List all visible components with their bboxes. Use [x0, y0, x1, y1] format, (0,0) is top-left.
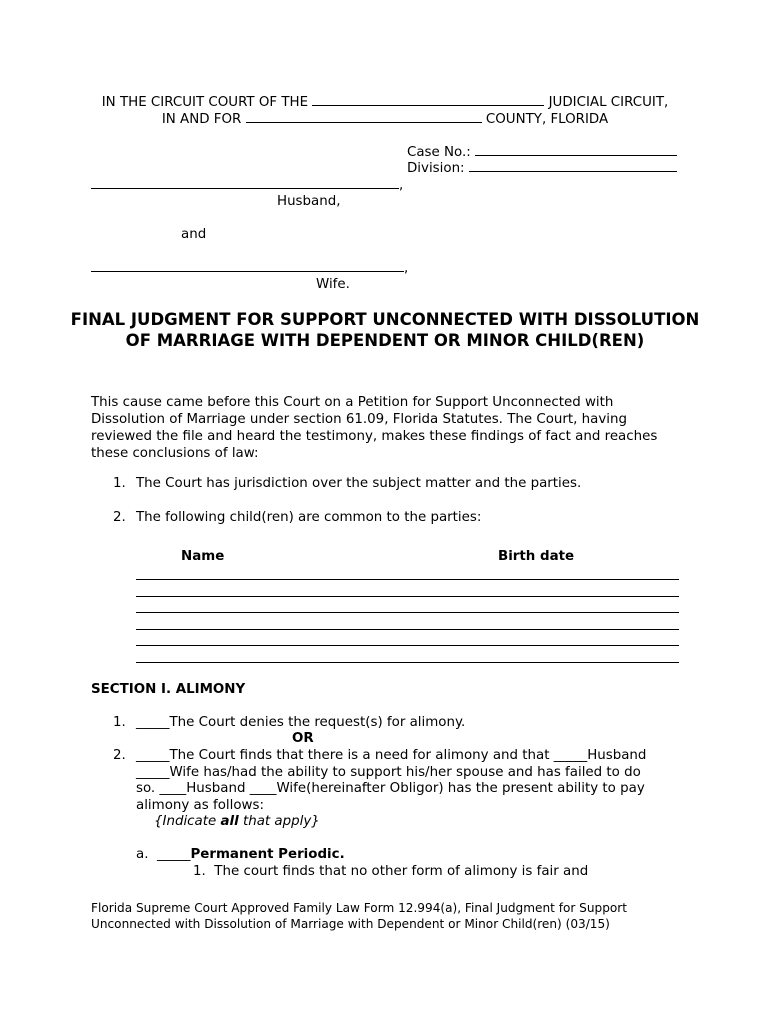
- court-suffix: JUDICIAL CIRCUIT,: [548, 95, 669, 110]
- permanent-periodic-title: Permanent Periodic.: [190, 847, 345, 862]
- intro-paragraph: This cause came before this Court on a Petition for Support Unconnected with Dissolution of Marriage under section 61.09, Florida Statutes. The Court, having reviewed the file and heard the testimony, makes these findings of fact and reaches these conclusions of law:: [91, 395, 658, 461]
- county-prefix: IN AND FOR: [161, 112, 242, 127]
- footer-line-2: Unconnected with Dissolution of Marriage with Dependent or Minor Child(ren) (03/15): [91, 916, 610, 931]
- child-entry-line[interactable]: [136, 596, 679, 597]
- form-footer: [91, 901, 711, 932]
- alimony-item-2-line-2[interactable]: _____Wife has/had the ability to support his/her spouse and has failed to do: [136, 765, 641, 780]
- husband-name-line: [91, 177, 403, 194]
- child-entry-line[interactable]: [136, 612, 679, 613]
- husband-label: Husband,: [277, 194, 341, 209]
- or-label: OR: [292, 731, 314, 746]
- sub-a1-text: The court finds that no other form of alimony is fair and: [214, 864, 589, 879]
- court-line-2: [0, 111, 770, 128]
- alimony-denied-checkbox[interactable]: _____: [136, 715, 170, 730]
- husband-name-blank[interactable]: [91, 177, 399, 189]
- division-blank[interactable]: [469, 160, 677, 172]
- child-entry-line[interactable]: [136, 645, 679, 646]
- county-suffix: COUNTY, FLORIDA: [485, 112, 609, 127]
- court-line-1: [0, 94, 770, 111]
- finding-2-text: The following child(ren) are common to the parties:: [136, 510, 482, 525]
- comma: ,: [399, 178, 404, 193]
- alimony-item-1-text: The Court denies the request(s) for alimony.: [169, 715, 466, 730]
- indicate-pre: {Indicate: [154, 814, 221, 829]
- sub-a1-num: 1.: [193, 864, 206, 879]
- wife-name-line: [91, 260, 408, 277]
- case-no-blank[interactable]: [475, 144, 677, 156]
- alimony-sub-a: [136, 847, 345, 863]
- comma: ,: [404, 261, 409, 276]
- court-prefix: IN THE CIRCUIT COURT OF THE: [101, 95, 309, 110]
- document-title: FINAL JUDGMENT FOR SUPPORT UNCONNECTED WITH DISSOLUTION OF MARRIAGE WITH DEPENDENT OR MINOR CHILD(REN): [70, 310, 700, 350]
- alimony-item-1: [136, 715, 465, 731]
- finding-1-text: The Court has jurisdiction over the subject matter and the parties.: [136, 476, 582, 491]
- case-no-line: [407, 144, 677, 161]
- children-name-header: Name: [181, 549, 225, 564]
- child-entry-line[interactable]: [136, 629, 679, 630]
- permanent-periodic-checkbox[interactable]: _____: [156, 847, 191, 862]
- alimony-item-1-num: 1.: [113, 715, 126, 730]
- and-label: and: [181, 227, 207, 242]
- alimony-item-2-line-4: alimony as follows:: [136, 798, 264, 813]
- indicate-all: all: [220, 814, 239, 829]
- sub-a1-line: [193, 864, 588, 880]
- indicate-post: that apply}: [238, 814, 320, 829]
- division-line: [407, 160, 677, 177]
- children-birthdate-header: Birth date: [498, 549, 575, 564]
- case-no-label: Case No.:: [407, 145, 471, 160]
- finding-2-num: 2.: [113, 510, 126, 525]
- child-entry-line[interactable]: [136, 579, 679, 580]
- circuit-blank[interactable]: [312, 94, 544, 106]
- footer-line-1: Florida Supreme Court Approved Family Law Form 12.994(a), Final Judgment for Support: [91, 901, 627, 915]
- section-1-heading: SECTION I. ALIMONY: [91, 682, 246, 697]
- wife-label: Wife.: [316, 277, 350, 292]
- finding-1-num: 1.: [113, 476, 126, 491]
- alimony-item-2-line-3[interactable]: so. ____Husband ____Wife(hereinafter Obligor) has the present ability to pay: [136, 781, 645, 796]
- division-label: Division:: [407, 161, 465, 176]
- sub-a-label: a.: [136, 847, 149, 862]
- alimony-item-2-line-1[interactable]: _____The Court finds that there is a need for alimony and that _____Husband: [136, 748, 647, 763]
- wife-name-blank[interactable]: [91, 260, 404, 272]
- county-blank[interactable]: [246, 111, 482, 123]
- indicate-instruction: [154, 814, 320, 830]
- child-entry-line[interactable]: [136, 662, 679, 663]
- alimony-item-2-num: 2.: [113, 748, 126, 763]
